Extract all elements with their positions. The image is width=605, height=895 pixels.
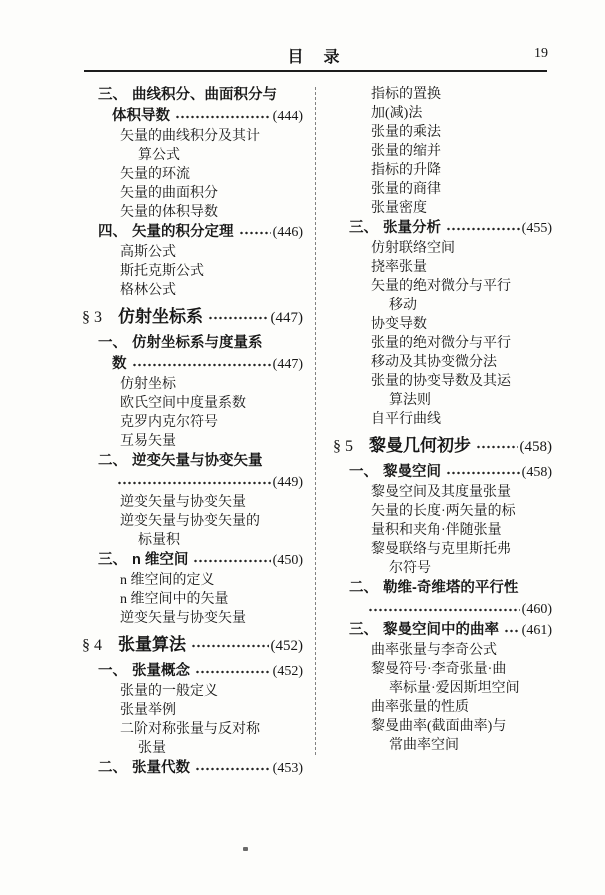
toc-entry [82,571,303,590]
entry-number: 一、 [349,464,378,480]
toc-entry [333,462,552,483]
toc-entry [333,717,552,736]
toc-entry [333,123,552,142]
toc-entry [82,701,303,720]
entry-title: 仿射联络空间 [371,241,455,256]
toc-entry [82,165,303,184]
entry-title: 量积和夹角·伴随张量 [371,523,502,538]
entry-title: 矢量的曲线积分及其计 [120,129,260,144]
page-title: 目 录 [287,49,342,66]
dot-leader [195,766,271,772]
entry-title: 矢量的积分定理 [132,224,234,240]
dot-leader [117,480,271,486]
dot-leader [175,114,271,120]
dot-leader [208,315,269,321]
toc-entry [82,146,303,165]
entry-title: 张量举例 [120,703,176,718]
dot-leader [191,643,269,649]
entry-title: 算公式 [138,148,180,163]
toc-entry [82,550,303,571]
toc-entry [333,180,552,199]
toc-entry [333,142,552,161]
entry-title: 率标量·爱因斯坦空间 [389,681,520,696]
toc-entry [333,736,552,755]
toc-entry [333,199,552,218]
toc-entry [333,85,552,104]
entry-page-number: (452) [272,664,303,679]
entry-title: 标量积 [138,533,180,548]
toc-column-right [327,85,552,755]
toc-entry [82,590,303,609]
entry-title: 格林公式 [120,283,176,298]
entry-title: 张量概念 [132,663,190,679]
entry-title: n 维空间的定义 [120,573,215,588]
entry-number: 二、 [98,453,127,469]
dot-leader [476,444,518,450]
column-divider [315,87,316,755]
entry-title: 张量的缩并 [371,144,441,159]
toc-entry [333,353,552,372]
toc-entry [82,632,303,659]
column-gap [303,85,327,755]
entry-page-number: (458) [519,439,552,455]
dot-leader [195,669,271,675]
entry-title: 逆变矢量与协变矢量 [120,495,246,510]
toc-entry [82,375,303,394]
entry-title: 移动 [389,298,417,313]
toc-entry [82,394,303,413]
entry-title: 移动及其协变微分法 [371,355,497,370]
entry-page-number: (458) [521,465,552,480]
toc-column-left [82,85,303,779]
dot-leader [368,607,520,613]
toc-entry [333,559,552,578]
entry-title: n 维空间中的矢量 [120,592,229,607]
toc-entry [333,620,552,641]
toc-entry [82,127,303,146]
toc-entry [333,315,552,334]
entry-number: 三、 [98,87,127,103]
entry-title: 克罗内克尔符号 [120,415,218,430]
entry-title: 张量密度 [371,201,427,216]
entry-title: 体积导数 [112,108,170,124]
entry-title: 张量的协变导数及其运 [371,374,511,389]
toc-entry [333,679,552,698]
toc-entry [82,106,303,127]
entry-title: 自平行曲线 [371,412,441,427]
toc-entry [82,304,303,331]
entry-number: 一、 [98,663,127,679]
entry-title: 挠率张量 [371,260,427,275]
toc-entry [82,85,303,106]
entry-number: 一、 [98,335,127,351]
entry-title: 黎曼联络与克里斯托弗 [371,542,511,557]
entry-title: 数 [112,356,127,372]
entry-title: 互易矢量 [120,434,176,449]
entry-page-number: (444) [272,109,303,124]
toc-entry [333,410,552,429]
entry-page-number: (460) [521,602,552,617]
entry-title: 逆变矢量与协变矢量的 [120,514,260,529]
toc-entry [82,203,303,222]
toc-entry [333,698,552,717]
toc-entry [333,433,552,460]
entry-page-number: (447) [270,310,303,326]
toc-entry [333,372,552,391]
toc-entry [333,161,552,180]
toc-entry [333,540,552,559]
toc-entry [333,578,552,599]
header-rule [84,70,547,72]
toc-entry [82,512,303,531]
entry-title: 仿射坐标 [120,377,176,392]
toc-entry [82,354,303,375]
entry-number: 二、 [98,760,127,776]
entry-number: 三、 [349,220,378,236]
toc-entry [82,531,303,550]
entry-page-number: (449) [272,475,303,490]
entry-title: 黎曼几何初步 [369,436,471,455]
toc-entry [333,391,552,410]
entry-title: 张量分析 [383,220,441,236]
entry-number: § 4 [82,637,102,654]
toc-entry [82,661,303,682]
entry-page-number: (453) [272,761,303,776]
toc-entry [333,502,552,521]
entry-title: 加(减)法 [371,106,423,121]
entry-title: 黎曼空间 [383,464,441,480]
entry-title: 张量算法 [118,635,186,654]
entry-page-number: (455) [521,221,552,236]
entry-number: 三、 [98,552,127,568]
toc-entry [333,483,552,502]
toc-entry [333,521,552,540]
entry-title: 仿射坐标系 [118,307,203,326]
entry-title: 矢量的体积导数 [120,205,218,220]
toc-entry [82,720,303,739]
entry-title: 黎曼曲率(截面曲率)与 [371,719,507,734]
toc-entry [82,413,303,432]
print-artifact-dot [243,847,248,851]
entry-title: 常曲率空间 [389,738,459,753]
dot-leader [446,470,520,476]
toc-entry [82,493,303,512]
entry-title: 曲线积分、曲面积分与 [132,87,277,103]
toc-entry [333,104,552,123]
entry-title: 黎曼空间中的曲率 [383,622,499,638]
entry-page-number: (461) [521,623,552,638]
entry-page-number: (450) [272,553,303,568]
entry-title: 斯托克斯公式 [120,264,204,279]
toc-entry [82,758,303,779]
toc-entry [333,218,552,239]
entry-number: § 3 [82,309,102,326]
entry-number: 三、 [349,622,378,638]
entry-title: 张量的商律 [371,182,441,197]
entry-page-number: (447) [272,357,303,372]
toc-entry [82,451,303,472]
dot-leader [446,226,520,232]
toc-entry [82,472,303,493]
entry-title: 逆变矢量与协变矢量 [120,611,246,626]
toc-entry [82,243,303,262]
entry-title: 指标的升降 [371,163,441,178]
toc-entry [82,432,303,451]
entry-title: 张量的乘法 [371,125,441,140]
entry-title: 张量的一般定义 [120,684,218,699]
entry-number: § 5 [333,438,353,455]
entry-title: 黎曼空间及其度量张量 [371,485,511,500]
page-number: 19 [534,46,548,61]
entry-page-number: (452) [270,638,303,654]
toc-entry [333,334,552,353]
toc-entry [333,296,552,315]
toc-entry [333,258,552,277]
toc-entry [333,599,552,620]
dot-leader [504,628,520,634]
entry-title: 欧氏空间中度量系数 [120,396,246,411]
entry-title: 矢量的曲面积分 [120,186,218,201]
entry-title: 勒维-奇维塔的平行性 [383,580,519,596]
toc-entry [82,222,303,243]
toc-entry [333,239,552,258]
entry-number: 四、 [98,224,127,240]
entry-title: 矢量的绝对微分与平行 [371,279,511,294]
toc-entry [82,739,303,758]
entry-number: 二、 [349,580,378,596]
entry-title: 矢量的长度·两矢量的标 [371,504,516,519]
toc-entry [82,281,303,300]
dot-leader [132,362,271,368]
entry-title: 仿射坐标系与度量系 [132,335,263,351]
toc-entry [333,660,552,679]
entry-title: 指标的置换 [371,87,441,102]
toc-entry [82,682,303,701]
toc-entry [82,609,303,628]
entry-title: 算法则 [389,393,431,408]
entry-title: n 维空间 [132,552,189,568]
toc-entry [82,333,303,354]
dot-leader [239,230,271,236]
toc-entry [82,262,303,281]
entry-title: 张量的绝对微分与平行 [371,336,511,351]
entry-title: 黎曼符号·李奇张量·曲 [371,662,507,677]
entry-page-number: (446) [272,225,303,240]
entry-title: 矢量的环流 [120,167,190,182]
entry-title: 高斯公式 [120,245,176,260]
entry-title: 二阶对称张量与反对称 [120,722,260,737]
entry-title: 协变导数 [371,317,427,332]
dot-leader [193,558,270,564]
toc-entry [333,641,552,660]
toc-entry [333,277,552,296]
toc-columns [82,85,552,779]
entry-title: 曲率张量与李奇公式 [371,643,497,658]
entry-title: 张量代数 [132,760,190,776]
entry-title: 尔符号 [389,561,431,576]
toc-entry [82,184,303,203]
entry-title: 曲率张量的性质 [371,700,469,715]
entry-title: 逆变矢量与协变矢量 [132,453,263,469]
entry-title: 张量 [138,741,166,756]
